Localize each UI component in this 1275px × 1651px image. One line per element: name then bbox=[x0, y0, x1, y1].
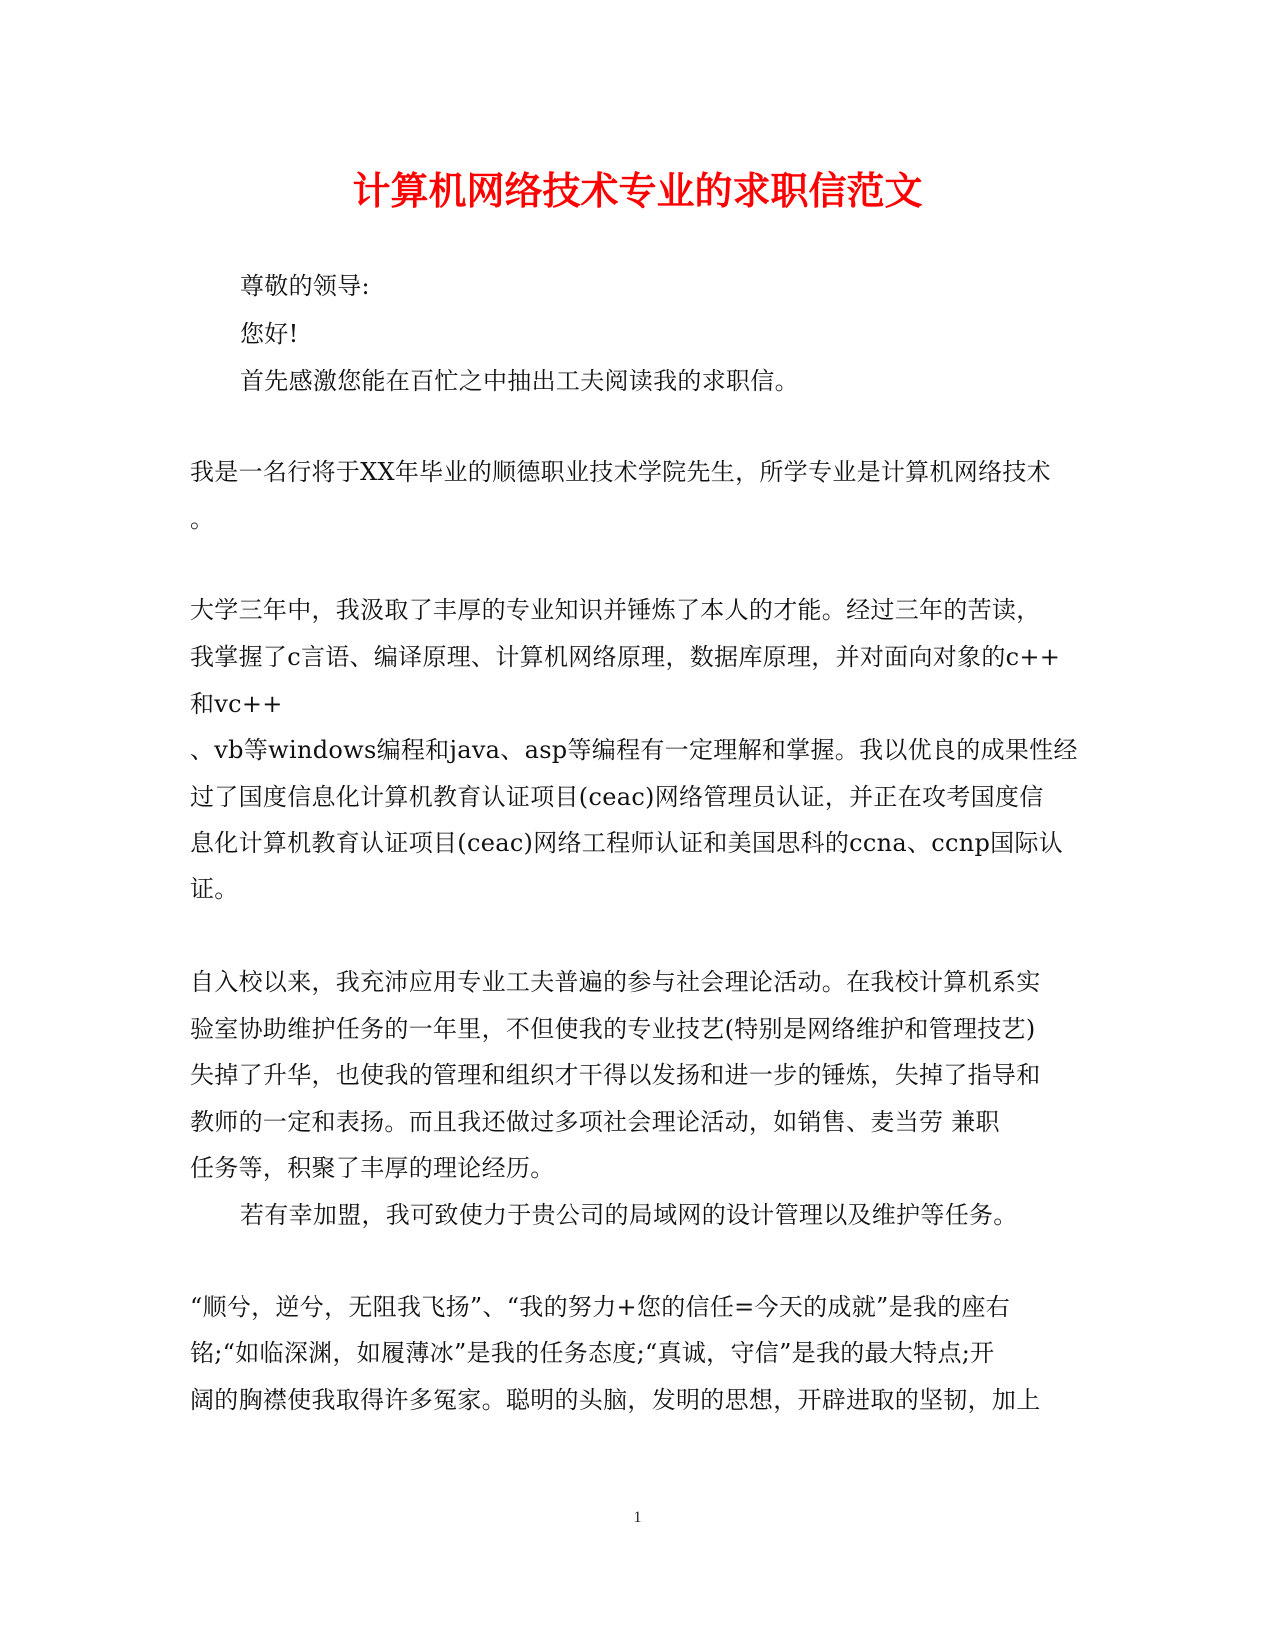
paragraph-line: 大学三年中，我汲取了丰厚的专业知识并锤炼了本人的才能。经过三年的苦读， bbox=[190, 596, 1041, 624]
paragraph-line: 首先感激您能在百忙之中抽出工夫阅读我的求职信。 bbox=[240, 367, 799, 395]
paragraph-line: 、vb等windows编程和java、asp等编程有一定理解和掌握。我以优良的成果性经 bbox=[190, 736, 1078, 764]
paragraph-line: “顺兮，逆兮，无阻我飞扬”、“我的努力+您的信任=今天的成就”是我的座右 bbox=[190, 1293, 1011, 1321]
paragraph-line: 证。 bbox=[190, 875, 239, 903]
paragraph-line: 铭;“如临深渊，如履薄冰”是我的任务态度;“真诚，守信”是我的最大特点;开 bbox=[190, 1339, 995, 1367]
greeting-line: 您好! bbox=[240, 320, 299, 348]
salutation-line: 尊敬的领导: bbox=[240, 272, 370, 300]
paragraph-line: 。 bbox=[190, 505, 215, 533]
paragraph-line: 自入校以来，我充沛应用专业工夫普遍的参与社会理论活动。在我校计算机系实 bbox=[190, 968, 1041, 996]
paragraph-line: 验室协助维护任务的一年里，不但使我的专业技艺(特别是网络维护和管理技艺) bbox=[190, 1015, 1036, 1043]
page-number: 1 bbox=[633, 1509, 642, 1526]
paragraph-line: 息化计算机教育认证项目(ceac)网络工程师认证和美国思科的ccna、ccnp国际认 bbox=[190, 829, 1064, 857]
paragraph-line: 过了国度信息化计算机教育认证项目(ceac)网络管理员认证，并正在攻考国度信 bbox=[190, 783, 1044, 811]
paragraph-line: 我是一名行将于XX年毕业的顺德职业技术学院先生，所学专业是计算机网络技术 bbox=[190, 458, 1051, 486]
paragraph-line: 阔的胸襟使我取得许多冤家。聪明的头脑，发明的思想，开辟进取的坚韧，加上 bbox=[190, 1386, 1041, 1414]
paragraph-line: 失掉了升华，也使我的管理和组织才干得以发扬和进一步的锤炼，失掉了指导和 bbox=[190, 1061, 1041, 1089]
paragraph-line: 教师的一定和表扬。而且我还做过多项社会理论活动，如销售、麦当劳 兼职 bbox=[190, 1108, 1000, 1136]
paragraph-line: 任务等，积聚了丰厚的理论经历。 bbox=[190, 1154, 555, 1182]
paragraph-line: 若有幸加盟，我可致使力于贵公司的局域网的设计管理以及维护等任务。 bbox=[240, 1201, 1018, 1229]
paragraph-line: 和vc++ bbox=[190, 690, 283, 718]
paragraph-line: 我掌握了c言语、编译原理、计算机网络原理，数据库原理，并对面向对象的c++ bbox=[190, 643, 1061, 671]
document-title: 计算机网络技术专业的求职信范文 bbox=[352, 168, 923, 213]
